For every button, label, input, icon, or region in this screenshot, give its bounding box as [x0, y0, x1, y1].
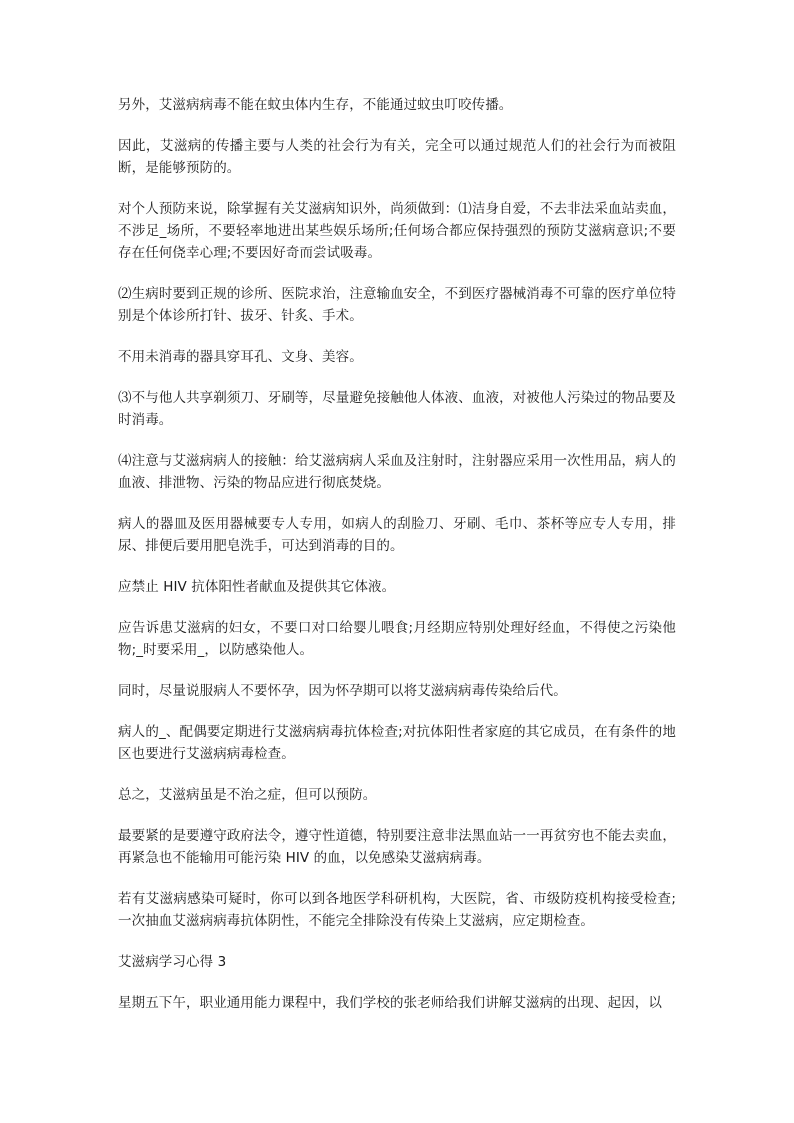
paragraph-14: 最要紧的是要遵守政府法令，遵守性道德，特别要注意非法黑血站一一再贫穷也不能去卖血，再紧急也不能输用可能污染 HIV 的血，以免感染艾滋病病毒。 [118, 828, 676, 866]
paragraph-3: 对个人预防来说，除掌握有关艾滋病知识外，尚须做到：⑴洁身自爱，不去非法采血站卖血，不涉足_场所，不要轻率地进出某些娱乐场所;任何场合都应保持强烈的预防艾滋病意识;不要存在任何侥幸心理;不要因好奇而尝试吸毒。 [118, 201, 676, 261]
paragraph-1: 另外，艾滋病病毒不能在蚊虫体内生存，不能通过蚊虫叮咬传播。 [118, 97, 513, 113]
paragraph-2: 因此，艾滋病的传播主要与人类的社会行为有关，完全可以通过规范人们的社会行为而被阻断，是能够预防的。 [118, 138, 676, 176]
document-body [118, 94, 676, 1033]
paragraph-8: 病人的器皿及医用器械要专人专用，如病人的刮脸刀、牙刷、毛巾、茶杯等应专人专用，排尿、排便后要用肥皂洗手，可达到消毒的目的。 [118, 516, 676, 554]
section-heading: 艾滋病学习心得 3 [118, 954, 227, 970]
paragraph-7: ⑷注意与艾滋病病人的接触：给艾滋病病人采血及注射时，注射器应采用一次性用品，病人的血液、排泄物、污染的物品应进行彻底焚烧。 [118, 453, 676, 491]
paragraph-11: 同时，尽量说服病人不要怀孕，因为怀孕期可以将艾滋病病毒传染给后代。 [118, 683, 567, 699]
paragraph-15: 若有艾滋病感染可疑时，你可以到各地医学科研机构，大医院，省、市级防疫机构接受检查;一次抽血艾滋病病毒抗体阴性，不能完全排除没有传染上艾滋病，应定期检查。 [118, 891, 676, 929]
paragraph-17: 星期五下午，职业通用能力课程中，我们学校的张老师给我们讲解艾滋病的出现、起因，以 [118, 995, 662, 1011]
paragraph-4: ⑵生病时要到正规的诊所、医院求治，注意输血安全，不到医疗器械消毒不可靠的医疗单位特别是个体诊所打针、拔牙、针炙、手术。 [118, 286, 676, 324]
paragraph-13: 总之，艾滋病虽是不治之症，但可以预防。 [118, 787, 377, 803]
paragraph-5: 不用未消毒的器具穿耳孔、文身、美容。 [118, 349, 363, 365]
paragraph-12: 病人的_、配偶要定期进行艾滋病病毒抗体检查;对抗体阳性者家庭的其它成员，在有条件的地区也要进行艾滋病病毒检查。 [118, 724, 676, 762]
paragraph-6: ⑶不与他人共享剃须刀、牙刷等，尽量避免接触他人体液、血液，对被他人污染过的物品要及时消毒。 [118, 390, 676, 428]
paragraph-9: 应禁止 HIV 抗体阳性者献血及提供其它体液。 [118, 579, 396, 595]
paragraph-10: 应告诉患艾滋病的妇女，不要口对口给婴儿喂食;月经期应特别处理好经血，不得使之污染他物;_时要采用_，以防感染他人。 [118, 620, 676, 658]
